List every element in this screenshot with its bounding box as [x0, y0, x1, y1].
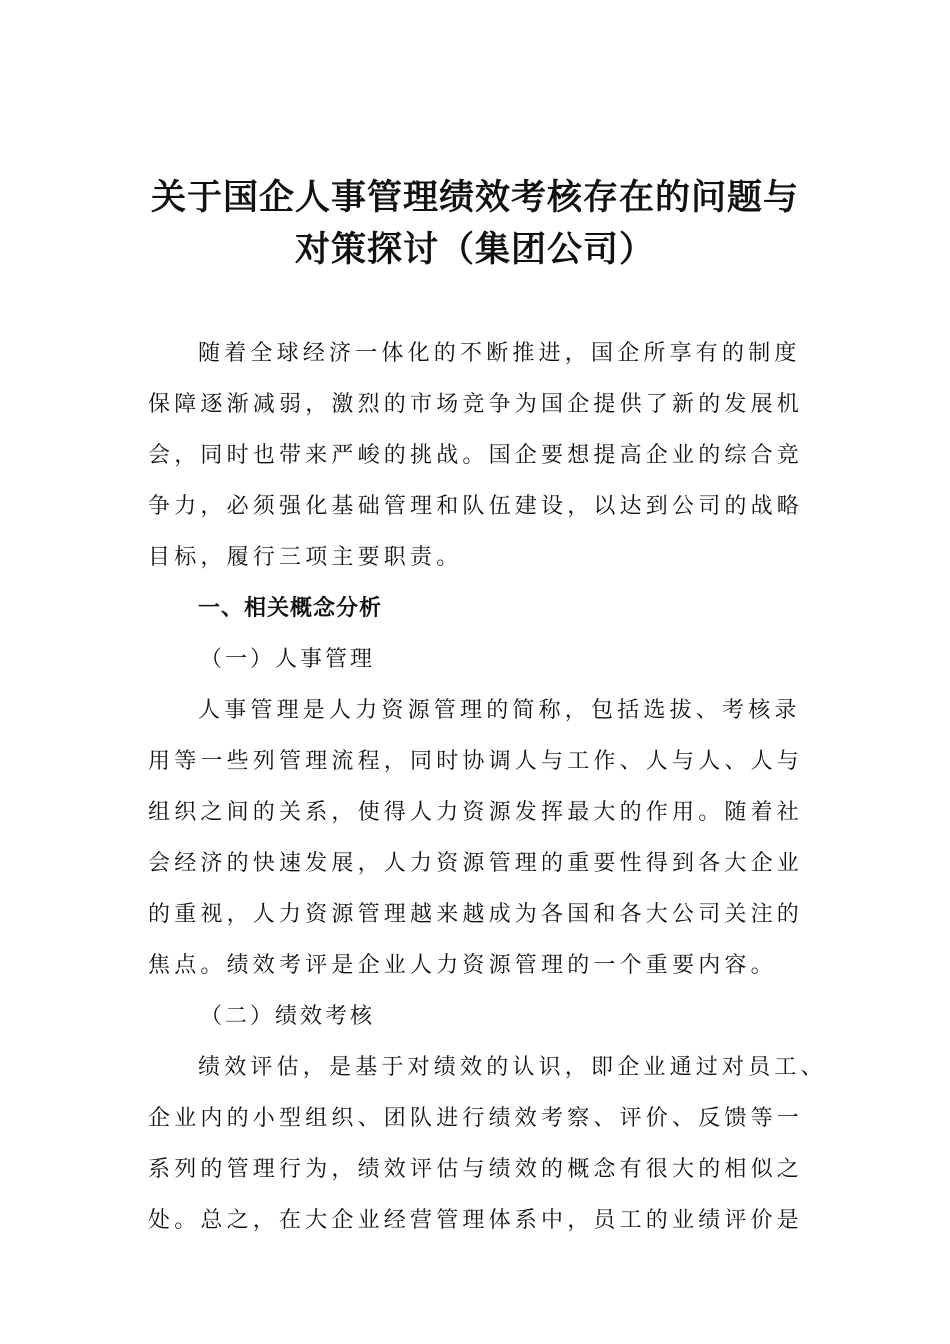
intro-paragraph — [148, 328, 848, 583]
intro-line: 目标，履行三项主要职责。 — [148, 545, 463, 570]
subsection-2-line: 系列的管理行为，绩效评估与绩效的概念有很大的相似之 — [148, 1157, 804, 1182]
subsection-1-line: 用等一些列管理流程，同时协调人与工作、人与人、人与 — [148, 749, 804, 774]
subsection-2-heading: （二）绩效考核 — [200, 1004, 376, 1029]
subsection-1-line: 焦点。绩效考评是企业人力资源管理的一个重要内容。 — [148, 953, 777, 978]
subsection-1-line: 会经济的快速发展，人力资源管理的重要性得到各大企业 — [148, 851, 804, 876]
section-1-heading: 一、相关概念分析 — [198, 596, 383, 621]
subsection-2-line: 企业内的小型组织、团队进行绩效考察、评价、反馈等一 — [148, 1106, 804, 1131]
intro-line: 争力，必须强化基础管理和队伍建设，以达到公司的战略 — [148, 494, 804, 519]
subsection-2-paragraph — [148, 1042, 848, 1246]
document-title-line-1: 关于国企人事管理绩效考核存在的问题与 — [150, 178, 799, 218]
intro-line: 随着全球经济一体化的不断推进，国企所享有的制度 — [198, 341, 801, 366]
subsection-1-line: 组织之间的关系，使得人力资源发挥最大的作用。随着社 — [148, 800, 804, 825]
subsection-2-line: 绩效评估，是基于对绩效的认识，即企业通过对员工、 — [198, 1055, 827, 1080]
subsection-1-line: 的重视，人力资源管理越来越成为各国和各大公司关注的 — [148, 902, 804, 927]
subsection-1-line: 人事管理是人力资源管理的简称，包括选拔、考核录 — [198, 698, 801, 723]
subsection-1-heading: （一）人事管理 — [200, 647, 376, 672]
document-title-line-2: 对策探讨（集团公司） — [294, 230, 655, 270]
intro-line: 保障逐渐减弱，激烈的市场竞争为国企提供了新的发展机 — [148, 392, 804, 417]
subsection-1-paragraph — [148, 685, 848, 991]
document-body — [148, 328, 848, 1246]
subsection-2-line: 处。总之，在大企业经营管理体系中，员工的业绩评价是 — [148, 1208, 804, 1233]
intro-line: 会，同时也带来严峻的挑战。国企要想提高企业的综合竞 — [148, 443, 804, 468]
